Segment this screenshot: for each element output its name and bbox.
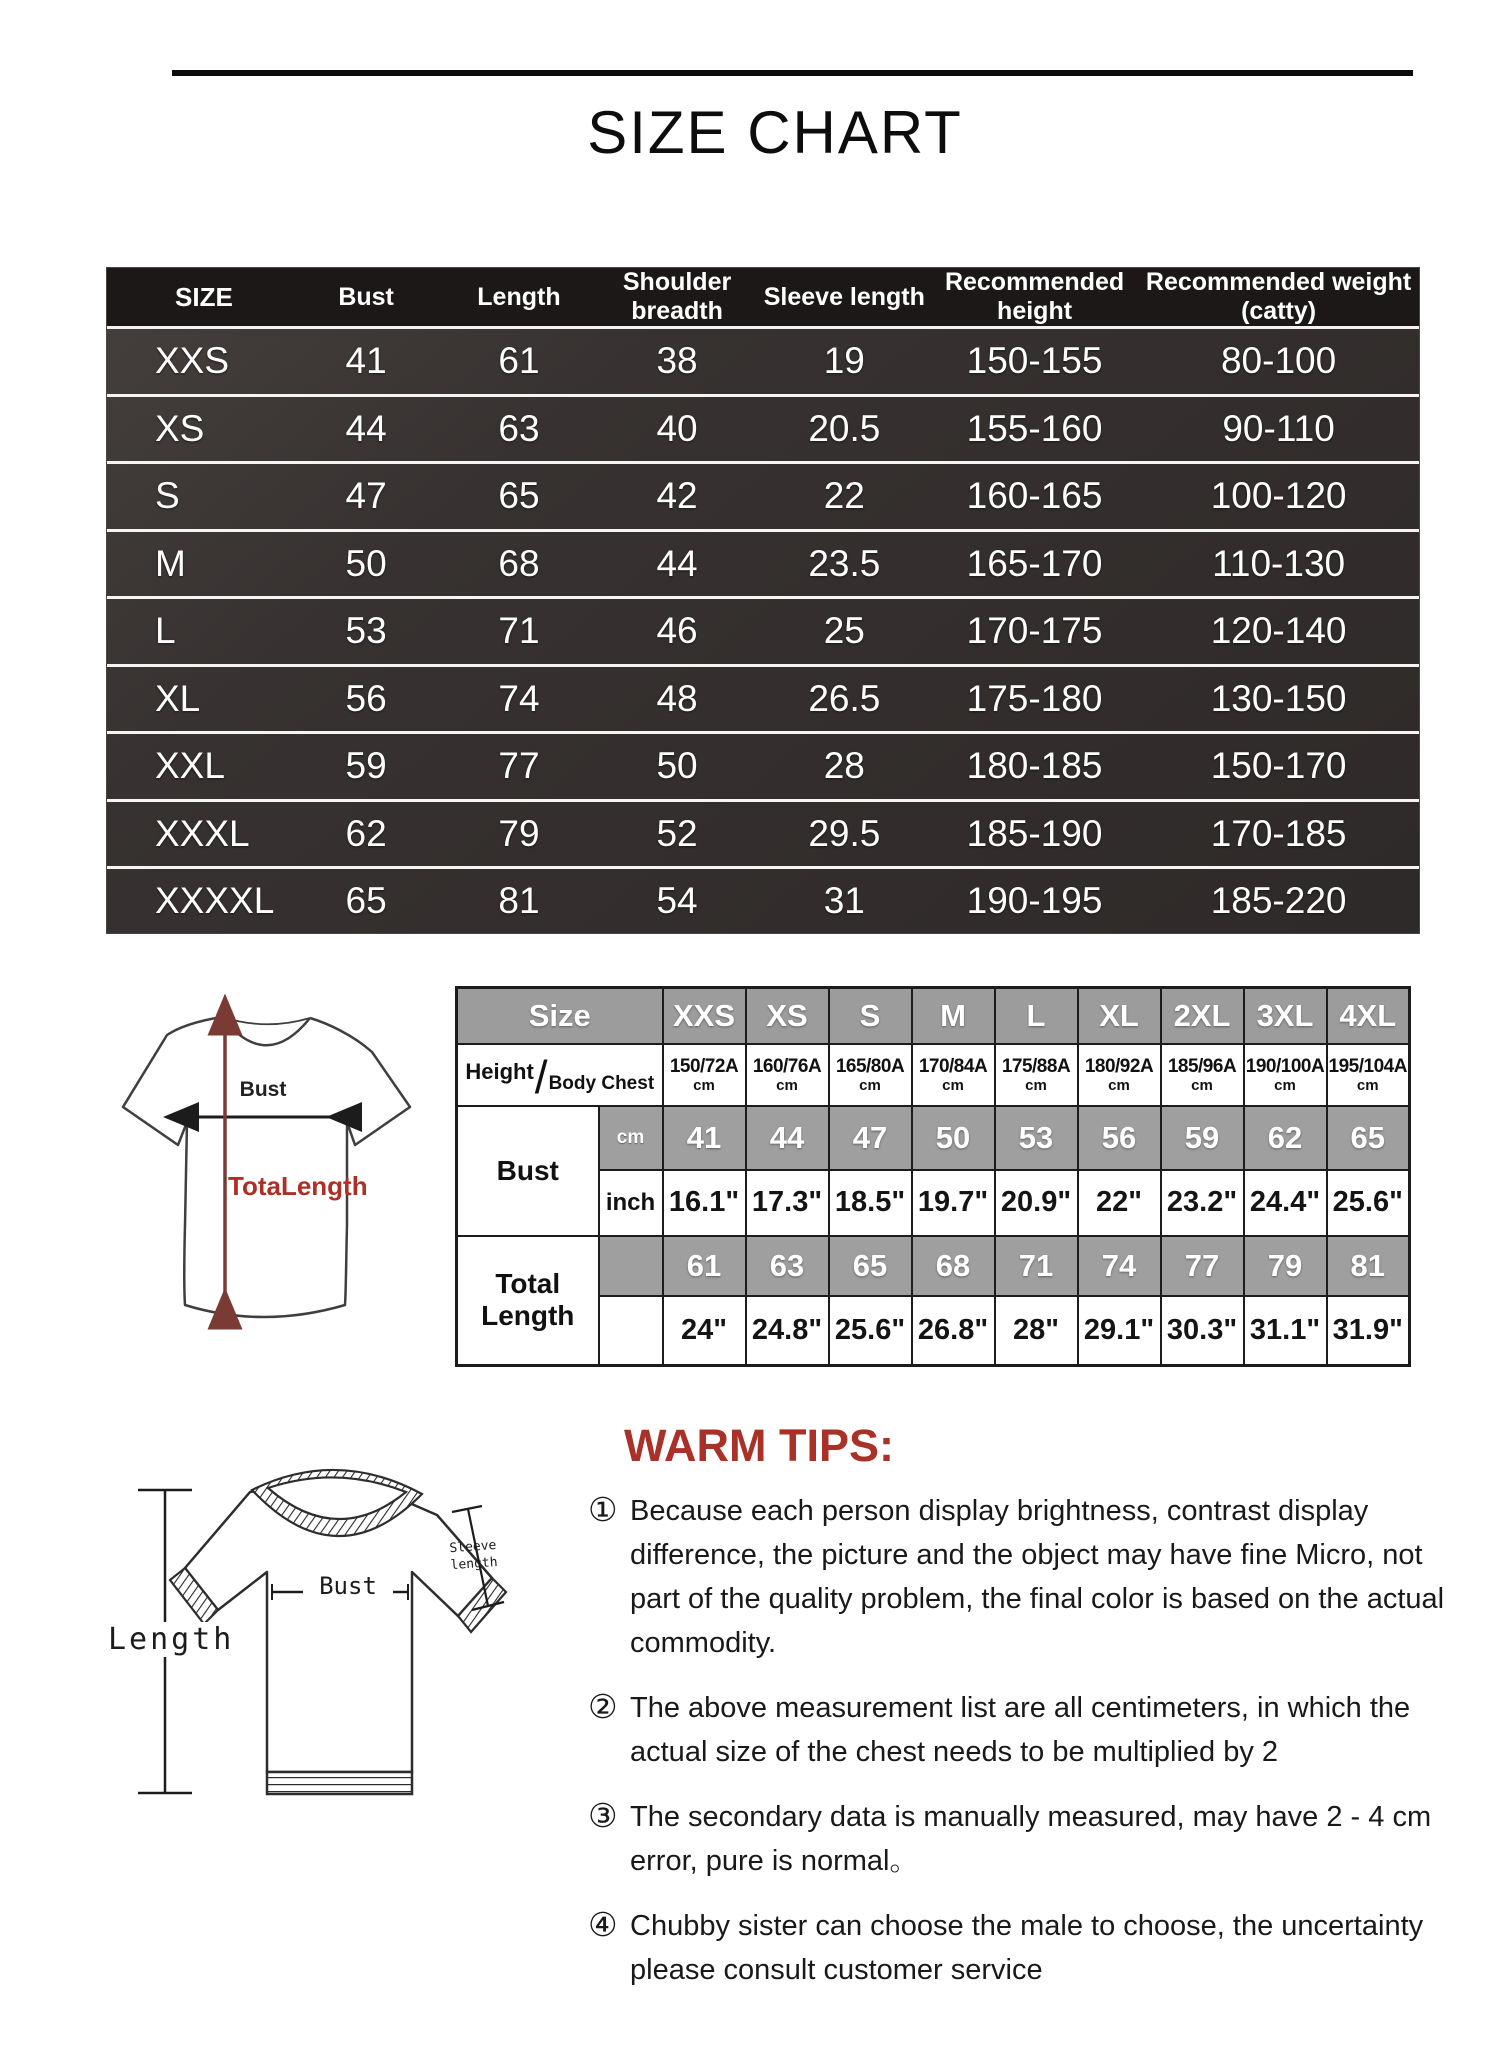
bust-cm-row xyxy=(457,1106,1410,1170)
bust-inch-cell: 16.1" xyxy=(663,1170,746,1236)
measurement-cell: 150-170 xyxy=(1138,733,1419,801)
measurement-cell: 150-155 xyxy=(931,328,1138,396)
measurement-cell: 31 xyxy=(823,880,865,922)
height-chest-cell: 165/80A cm xyxy=(829,1044,912,1106)
measurement-cell: 59 xyxy=(291,733,442,801)
measurement-cell: 29.5 xyxy=(758,800,931,868)
size-cell: XXXL xyxy=(107,800,291,868)
total-length-inch-cell: 31.9" xyxy=(1327,1296,1410,1366)
bust-inch-cell: 18.5" xyxy=(829,1170,912,1236)
height-chest-row xyxy=(457,1044,1410,1106)
bust-cm-cell: 44 xyxy=(746,1106,829,1170)
size-table-header-row xyxy=(107,268,1419,328)
measurement-cell: 180-185 xyxy=(931,733,1138,801)
size-cell: XL xyxy=(107,665,291,733)
diagram1-bust-label: Bust xyxy=(239,1078,287,1101)
measurement-cell: 41 xyxy=(291,328,442,396)
measurement-cell: 20.5 xyxy=(758,395,931,463)
measurement-cell: 54 xyxy=(656,880,698,922)
measurement-cell: 65 xyxy=(442,463,597,531)
total-length-cm-cell: 79 xyxy=(1244,1236,1327,1296)
measurement-cell: 48 xyxy=(596,665,757,733)
size-cell: XXXXL xyxy=(155,880,275,922)
measurement-cell: 190-195 xyxy=(966,880,1103,922)
total-length-inch-cell: 28" xyxy=(995,1296,1078,1366)
warm-tip-item xyxy=(588,1489,1468,1665)
measurement-cell: 62 xyxy=(291,800,442,868)
diagram1-total-length-label: TotaLength xyxy=(228,1171,368,1201)
measurement-cell: 22 xyxy=(758,463,931,531)
measurement-cell: 46 xyxy=(596,598,757,666)
measurement-cell: 52 xyxy=(596,800,757,868)
total-length-cm-unit xyxy=(599,1236,663,1296)
total-length-cm-cell: 68 xyxy=(912,1236,995,1296)
measurement-cell: 110-130 xyxy=(1138,530,1419,598)
measurement-cell: 63 xyxy=(442,395,597,463)
measurement-cell: 100-120 xyxy=(1138,463,1419,531)
diagram2-bust-label: Bust xyxy=(303,1572,393,1600)
measurement-cell: 74 xyxy=(442,665,597,733)
measurement-cell: 81 xyxy=(498,880,540,922)
measurement-cell: 185-190 xyxy=(931,800,1138,868)
bust-inch-row xyxy=(457,1170,1410,1236)
warm-tips-heading: WARM TIPS: xyxy=(624,1420,894,1471)
bust-row-label: Bust xyxy=(457,1106,599,1236)
tip-number-icon: ④ xyxy=(588,1906,618,1943)
bust-cm-cell: 47 xyxy=(829,1106,912,1170)
tip-number-icon: ② xyxy=(588,1688,618,1725)
bust-cm-unit: cm xyxy=(599,1106,663,1170)
size-table-header: Recommended weight (catty) xyxy=(1138,268,1419,328)
total-length-cm-cell: 77 xyxy=(1161,1236,1244,1296)
size-table-row xyxy=(107,733,1419,801)
height-chest-cell: 185/96A cm xyxy=(1161,1044,1244,1106)
measurement-cell: 90-110 xyxy=(1138,395,1419,463)
warm-tip-item xyxy=(588,1795,1468,1883)
total-length-cm-cell: 61 xyxy=(663,1236,746,1296)
measurement-cell: 40 xyxy=(596,395,757,463)
measurement-cell: 50 xyxy=(291,530,442,598)
height-chest-cell: 180/92A cm xyxy=(1078,1044,1161,1106)
detail-size-label: Size xyxy=(457,988,663,1044)
bust-cm-cell: 62 xyxy=(1244,1106,1327,1170)
size-cell: L xyxy=(107,598,291,666)
tip-text: The secondary data is manually measured, may have 2 - 4 cm error, pure is normal。 xyxy=(630,1801,1432,1877)
measurement-cell: 170-175 xyxy=(931,598,1138,666)
measurement-cell: 120-140 xyxy=(1138,598,1419,666)
total-length-inch-cell: 29.1" xyxy=(1078,1296,1161,1366)
total-length-cm-row xyxy=(457,1236,1410,1296)
measurement-cell: 38 xyxy=(596,328,757,396)
detail-size-header: XL xyxy=(1078,988,1161,1044)
height-chest-cell: 160/76A cm xyxy=(746,1044,829,1106)
size-table-header: Recommended height xyxy=(931,268,1138,328)
measurement-cell: 56 xyxy=(291,665,442,733)
measurement-cell: 170-185 xyxy=(1138,800,1419,868)
measurement-cell: 160-165 xyxy=(931,463,1138,531)
detail-size-header: 4XL xyxy=(1327,988,1410,1044)
detail-size-header: 3XL xyxy=(1244,988,1327,1044)
size-table-row xyxy=(107,395,1419,463)
bust-inch-cell: 20.9" xyxy=(995,1170,1078,1236)
height-chest-label: Height/Body Chest xyxy=(457,1044,663,1106)
size-table-panel xyxy=(107,268,1419,933)
size-table-header: Shoulder breadth xyxy=(596,268,757,328)
measurement-cell: 80-100 xyxy=(1138,328,1419,396)
total-length-inch-cell: 31.1" xyxy=(1244,1296,1327,1366)
hem-rib xyxy=(267,1772,412,1794)
total-length-inch-unit xyxy=(599,1296,663,1366)
bust-inch-cell: 25.6" xyxy=(1327,1170,1410,1236)
tip-text: The above measurement list are all centimeters, in which the actual size of the chest needs to be multiplied by 2 xyxy=(630,1692,1411,1768)
detail-size-header: XXS xyxy=(663,988,746,1044)
measurement-cell: 44 xyxy=(596,530,757,598)
measurement-cell: 26.5 xyxy=(758,665,931,733)
size-table-header: Sleeve length xyxy=(758,268,931,328)
measurement-cell: 50 xyxy=(596,733,757,801)
bust-cm-cell: 56 xyxy=(1078,1106,1161,1170)
measurement-cell: 53 xyxy=(291,598,442,666)
size-cell: XS xyxy=(107,395,291,463)
measurement-cell: 155-160 xyxy=(931,395,1138,463)
warm-tip-item xyxy=(588,1904,1468,1992)
total-length-inch-cell: 24.8" xyxy=(746,1296,829,1366)
total-length-row-label: Total Length xyxy=(457,1236,599,1366)
detail-size-header: M xyxy=(912,988,995,1044)
bust-inch-cell: 23.2" xyxy=(1161,1170,1244,1236)
size-cell: S xyxy=(107,463,291,531)
bust-cm-cell: 59 xyxy=(1161,1106,1244,1170)
total-length-cm-cell: 65 xyxy=(829,1236,912,1296)
measurement-cell: 42 xyxy=(596,463,757,531)
tip-number-icon: ③ xyxy=(588,1797,618,1834)
bust-inch-cell: 19.7" xyxy=(912,1170,995,1236)
detail-size-header: XS xyxy=(746,988,829,1044)
measurement-cell: 130-150 xyxy=(1138,665,1419,733)
bust-inch-unit: inch xyxy=(599,1170,663,1236)
bust-cm-cell: 50 xyxy=(912,1106,995,1170)
tip-text: Chubby sister can choose the male to choose, the uncertainty please consult customer service xyxy=(630,1910,1424,1986)
measurement-cell: 65 xyxy=(345,880,387,922)
detail-size-header: L xyxy=(995,988,1078,1044)
measurement-cell: 165-170 xyxy=(931,530,1138,598)
measurement-cell: 19 xyxy=(758,328,931,396)
total-length-inch-cell: 26.8" xyxy=(912,1296,995,1366)
bust-inch-cell: 22" xyxy=(1078,1170,1161,1236)
size-table-row xyxy=(107,328,1419,396)
measurement-cell: 23.5 xyxy=(758,530,931,598)
height-chest-cell: 150/72A cm xyxy=(663,1044,746,1106)
size-table-row xyxy=(107,800,1419,868)
measurement-cell: 28 xyxy=(758,733,931,801)
tshirt-diagram-bust-totallength xyxy=(95,975,440,1375)
size-table-header: Bust xyxy=(291,268,442,328)
total-length-cm-cell: 63 xyxy=(746,1236,829,1296)
total-length-cm-cell: 81 xyxy=(1327,1236,1410,1296)
size-cell: XXL xyxy=(107,733,291,801)
detail-table-panel xyxy=(455,986,1411,1364)
size-table xyxy=(107,268,1419,933)
size-table-row xyxy=(107,530,1419,598)
size-table-row xyxy=(107,463,1419,531)
size-table-row xyxy=(107,665,1419,733)
detail-table xyxy=(455,986,1411,1367)
height-chest-cell: 170/84A cm xyxy=(912,1044,995,1106)
size-cell: M xyxy=(107,530,291,598)
tip-text: Because each person display brightness, contrast display difference, the picture and the object may have fine Micro, not part of the quality problem, the final color is based on the actual commodity. xyxy=(630,1495,1445,1659)
detail-size-header: 2XL xyxy=(1161,988,1244,1044)
detail-header-row xyxy=(457,988,1410,1044)
total-length-inch-cell: 30.3" xyxy=(1161,1296,1244,1366)
tshirt-diagram-length-sleeve xyxy=(100,1420,530,1850)
bust-inch-cell: 24.4" xyxy=(1244,1170,1327,1236)
measurement-cell: 68 xyxy=(442,530,597,598)
bust-cm-cell: 41 xyxy=(663,1106,746,1170)
measurement-cell: 77 xyxy=(442,733,597,801)
detail-size-header: S xyxy=(829,988,912,1044)
measurement-cell: 44 xyxy=(291,395,442,463)
diagram2-length-label: Length xyxy=(108,1622,235,1657)
total-length-inch-cell: 24" xyxy=(663,1296,746,1366)
height-chest-cell: 195/104A cm xyxy=(1327,1044,1410,1106)
measurement-cell: 175-180 xyxy=(931,665,1138,733)
warm-tip-item xyxy=(588,1686,1468,1774)
measurement-cell: 71 xyxy=(442,598,597,666)
bust-cm-cell: 65 xyxy=(1327,1106,1410,1170)
measurement-cell: 185-220 xyxy=(1210,880,1347,922)
bust-cm-cell: 53 xyxy=(995,1106,1078,1170)
size-cell: XXS xyxy=(107,328,291,396)
diagram2-sleeve-label: Sleeve length xyxy=(448,1537,499,1574)
size-table-header: SIZE xyxy=(107,268,291,328)
total-length-cm-cell: 71 xyxy=(995,1236,1078,1296)
top-divider-line xyxy=(172,70,1413,76)
warm-tips-list xyxy=(588,1489,1468,2013)
size-table-row xyxy=(107,598,1419,666)
measurement-cell: 25 xyxy=(758,598,931,666)
total-length-cm-cell: 74 xyxy=(1078,1236,1161,1296)
total-length-inch-row xyxy=(457,1296,1410,1366)
measurement-cell: 61 xyxy=(442,328,597,396)
height-chest-cell: 175/88A cm xyxy=(995,1044,1078,1106)
page-title: SIZE CHART xyxy=(587,99,963,166)
size-table-header: Length xyxy=(442,268,597,328)
measurement-cell: 47 xyxy=(291,463,442,531)
total-length-inch-cell: 25.6" xyxy=(829,1296,912,1366)
size-table-row xyxy=(107,868,1419,933)
bust-inch-cell: 17.3" xyxy=(746,1170,829,1236)
tip-number-icon: ① xyxy=(588,1491,618,1528)
measurement-cell: 79 xyxy=(442,800,597,868)
height-chest-cell: 190/100A cm xyxy=(1244,1044,1327,1106)
